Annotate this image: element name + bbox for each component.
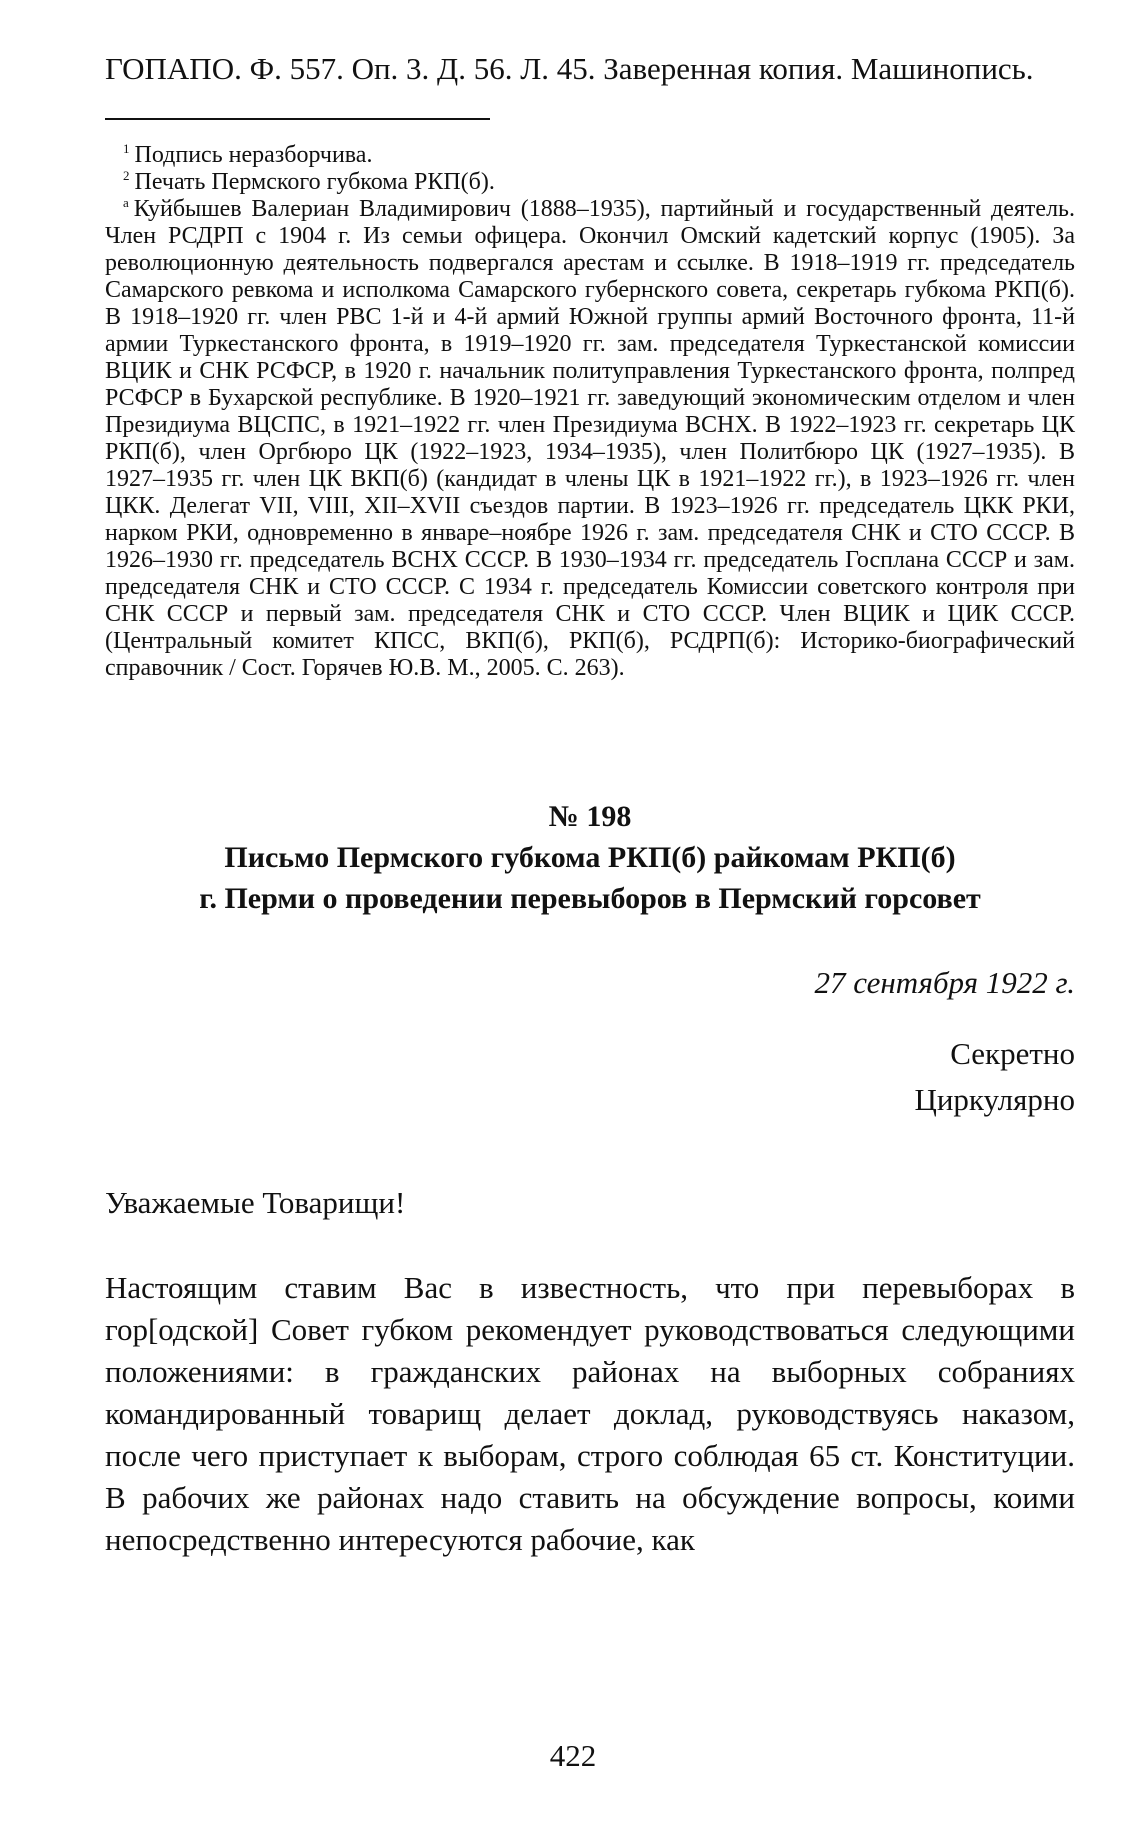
document-title-line-2: г. Перми о проведении перевыборов в Пермский горсовет <box>199 882 981 915</box>
page-number: 422 <box>549 1738 597 1773</box>
document-title-line-1: Письмо Пермского губкома РКП(б) райкомам РКП(б) <box>224 841 956 874</box>
body-paragraph: Настоящим ставим Вас в известность, что при перевыборах в гор[одской] Совет губком рекомендует руководствоваться следующими положениями: в гражданских районах на выборных собраниях командированный товарищ делает доклад, руководствуясь наказом, после чего приступает к выборам, строго соблюдая 65 ст. Конституции. В рабочих же районах надо ставить на обсуждение вопросы, коими непосредственно интересуются рабочие, как <box>105 1270 1075 1557</box>
secret-mark: Секретно <box>950 1036 1075 1071</box>
document-marks <box>105 1031 1075 1123</box>
footnote-1 <box>105 142 1075 169</box>
footnote-mark: а <box>123 195 129 210</box>
circular-mark: Циркулярно <box>914 1082 1075 1117</box>
footnotes <box>105 142 1075 682</box>
archive-reference: ГОПАПО. Ф. 557. Оп. 3. Д. 56. Л. 45. Заверенная копия. Машинопись. <box>105 51 1034 86</box>
document-number: № 198 <box>548 800 632 833</box>
footnote-a <box>105 196 1075 682</box>
document-date: 27 сентября 1922 г. <box>814 965 1075 1000</box>
footnote-mark: 1 <box>123 141 130 156</box>
page-content <box>105 48 1075 1592</box>
footnote-text: Куйбышев Валериан Владимирович (1888–1935), партийный и государственный деятель. Член РСДРП с 1904 г. Из семьи офицера. Окончил Омский кадетский корпус (1905). За революционную деятельность подвергался арестам и ссылке. В 1918–1919 гг. председатель Самарского ревкома и исполкома Самарского губернского совета, секретарь губкома РКП(б). В 1918–1920 гг. член РВС 1-й и 4-й армий Южной группы армий Восточного фронта, 11-й армии Туркестанского фронта, в 1919–1920 гг. зам. председателя Туркестанской комиссии ВЦИК и СНК РСФСР, в 1920 г. начальник политуправления Туркестанского фронта, полпред РСФСР в Бухарской республике. В 1920–1921 гг. заведующий экономическим отделом и член Президиума ВЦСПС, в 1921–1922 гг. член Президиума ВСНХ. В 1922–1923 гг. секретарь ЦК РКП(б), член Оргбюро ЦК (1922–1923, 1934–1935), член Политбюро ЦК (1927–1935). В 1927–1935 гг. член ЦК ВКП(б) (кандидат в члены ЦК в 1921–1922 гг.), в 1923–1926 гг. член ЦКК. Делегат VII, VIII, XII–XVII съездов партии. В 1923–1926 гг. председатель ЦКК РКИ, нарком РКИ, одновременно в январе–ноябре 1926 г. зам. председателя СНК и СТО СССР. В 1926–1930 гг. председатель ВСНХ СССР. В 1930–1934 гг. председатель Госплана СССР и зам. председателя СНК и СТО СССР. С 1934 г. председатель Комиссии советского контроля при СНК СССР и первый зам. председателя СНК и СТО СССР. Член ВЦИК и ЦИК СССР. (Центральный комитет КПСС, ВКП(б), РКП(б), РСДРП(б): Историко-биографический справочник / Сост. Горячев Ю.В. М., 2005. С. 263). <box>105 196 1075 681</box>
footnote-text: Подпись неразборчива. <box>134 142 373 168</box>
document-header <box>105 796 1075 919</box>
footnote-divider <box>105 118 490 120</box>
footnote-text: Печать Пермского губкома РКП(б). <box>134 169 495 195</box>
footnote-2 <box>105 169 1075 196</box>
greeting: Уважаемые Товарищи! <box>105 1185 406 1220</box>
footnote-mark: 2 <box>123 168 130 183</box>
